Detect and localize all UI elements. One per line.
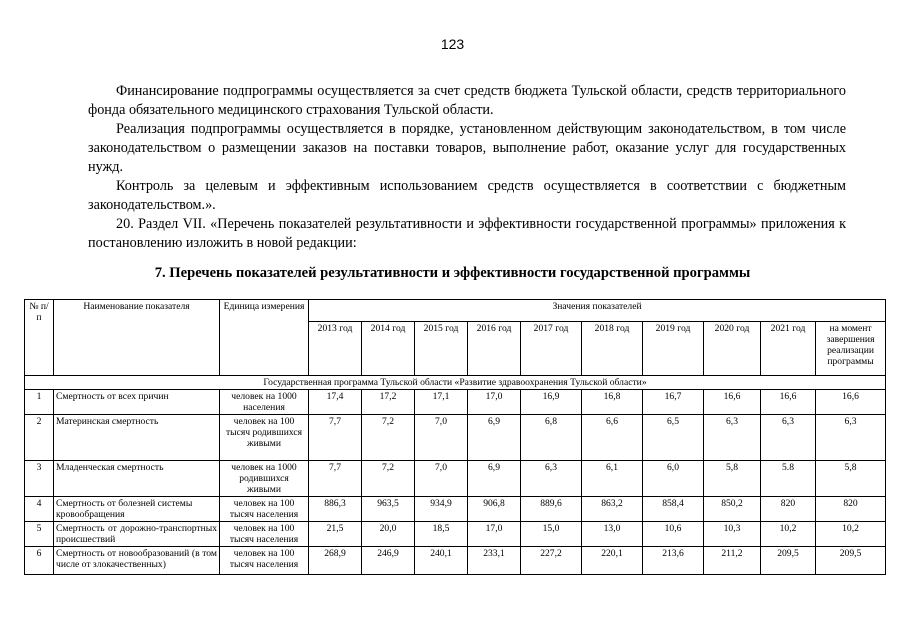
value-cell: 10,6 (643, 522, 704, 547)
body-text (88, 82, 846, 253)
value-cell: 21,5 (309, 522, 362, 547)
value-cell: 233,1 (468, 547, 521, 575)
value-cell: 889,6 (521, 497, 582, 522)
row-num: 3 (25, 461, 54, 497)
value-cell: 934,9 (415, 497, 468, 522)
value-cell: 850,2 (704, 497, 761, 522)
table-row (25, 522, 886, 547)
value-cell: 16,6 (704, 390, 761, 415)
value-cell: 220,1 (582, 547, 643, 575)
value-cell: 17,2 (362, 390, 415, 415)
value-cell: 7,7 (309, 461, 362, 497)
value-cell: 10,2 (761, 522, 816, 547)
value-cell: 17,1 (415, 390, 468, 415)
indicators-table (24, 299, 886, 575)
row-unit: человек на 100 тысяч населения (220, 522, 309, 547)
value-cell: 6,6 (582, 415, 643, 461)
row-unit: человек на 1000 родившихся живыми (220, 461, 309, 497)
value-cell: 6,1 (582, 461, 643, 497)
value-cell: 6,3 (761, 415, 816, 461)
value-cell: 7,0 (415, 461, 468, 497)
value-cell: 5.8 (761, 461, 816, 497)
value-cell: 16,6 (816, 390, 886, 415)
value-cell: 6,9 (468, 461, 521, 497)
row-name: Смертность от всех причин (54, 390, 220, 415)
value-cell: 16,7 (643, 390, 704, 415)
row-num: 2 (25, 415, 54, 461)
year-2021: 2021 год (761, 322, 816, 376)
value-cell: 820 (761, 497, 816, 522)
value-cell: 10,2 (816, 522, 886, 547)
year-2020: 2020 год (704, 322, 761, 376)
value-cell: 16,6 (761, 390, 816, 415)
row-name: Младенческая смертность (54, 461, 220, 497)
value-cell: 17,4 (309, 390, 362, 415)
year-2014: 2014 год (362, 322, 415, 376)
value-cell: 863,2 (582, 497, 643, 522)
section-title: 7. Перечень показателей результативности и эффективности государственной программы (154, 265, 751, 281)
table-row (25, 497, 886, 522)
row-num: 6 (25, 547, 54, 575)
value-cell: 209,5 (816, 547, 886, 575)
value-cell: 17,0 (468, 390, 521, 415)
value-cell: 820 (816, 497, 886, 522)
year-2015: 2015 год (415, 322, 468, 376)
value-cell: 906,8 (468, 497, 521, 522)
row-name: Смертность от дорожно-транспортных происшествий (54, 522, 220, 547)
value-cell: 6,9 (468, 415, 521, 461)
table-header-row (25, 300, 886, 322)
table-row (25, 415, 886, 461)
row-unit: человек на 1000 населения (220, 390, 309, 415)
value-cell: 886,3 (309, 497, 362, 522)
value-cell: 211,2 (704, 547, 761, 575)
value-cell: 858,4 (643, 497, 704, 522)
table-row (25, 390, 886, 415)
header-name: Наименование показателя (54, 300, 220, 376)
value-cell: 6,5 (643, 415, 704, 461)
value-cell: 209,5 (761, 547, 816, 575)
year-completion: на момент завершения реализации программы (816, 322, 886, 376)
value-cell: 227,2 (521, 547, 582, 575)
row-unit: человек на 100 тысяч населения (220, 547, 309, 575)
program-title-row (25, 376, 886, 390)
value-cell: 20,0 (362, 522, 415, 547)
value-cell: 6,8 (521, 415, 582, 461)
paragraph-financing: Финансирование подпрограммы осуществляется за счет средств бюджета Тульской области, средств территориального фонда обязательного медицинского страхования Тульской области. (88, 83, 846, 118)
row-name: Материнская смертность (54, 415, 220, 461)
table-row (25, 461, 886, 497)
row-num: 4 (25, 497, 54, 522)
value-cell: 7,2 (362, 415, 415, 461)
page-number: 123 (440, 36, 465, 52)
year-2019: 2019 год (643, 322, 704, 376)
year-2017: 2017 год (521, 322, 582, 376)
value-cell: 17,0 (468, 522, 521, 547)
value-cell: 7,0 (415, 415, 468, 461)
value-cell: 6,3 (704, 415, 761, 461)
value-cell: 6,3 (816, 415, 886, 461)
year-2013: 2013 год (309, 322, 362, 376)
value-cell: 7,7 (309, 415, 362, 461)
row-unit: человек на 100 тысяч родившихся живыми (220, 415, 309, 461)
value-cell: 5,8 (704, 461, 761, 497)
value-cell: 10,3 (704, 522, 761, 547)
paragraph-implementation: Реализация подпрограммы осуществляется в порядке, установленном действующим законодательством, в том числе законодательством о размещении заказов на поставки товаров, выполнение работ, оказание услуг для государственных нужд. (88, 121, 846, 175)
value-cell: 16,8 (582, 390, 643, 415)
header-unit: Единица измерения (220, 300, 309, 376)
value-cell: 7,2 (362, 461, 415, 497)
row-unit: человек на 100 тысяч населения (220, 497, 309, 522)
row-name: Смертность от новообразований (в том числе от злокачественных) (54, 547, 220, 575)
header-values: Значения показателей (309, 300, 886, 322)
value-cell: 5,8 (816, 461, 886, 497)
paragraph-control: Контроль за целевым и эффективным использованием средств осуществляется в соответствии с бюджетным законодательством.». (88, 178, 846, 213)
program-title: Государственная программа Тульской области «Развитие здравоохранения Тульской области» (25, 376, 886, 390)
value-cell: 268,9 (309, 547, 362, 575)
row-num: 5 (25, 522, 54, 547)
row-name: Смертность от болезней системы кровообращения (54, 497, 220, 522)
paragraph-amendment: 20. Раздел VII. «Перечень показателей результативности и эффективности государственной программы» приложения к постановлению изложить в новой редакции: (88, 216, 846, 251)
year-2016: 2016 год (468, 322, 521, 376)
value-cell: 6,3 (521, 461, 582, 497)
value-cell: 240,1 (415, 547, 468, 575)
value-cell: 963,5 (362, 497, 415, 522)
row-num: 1 (25, 390, 54, 415)
year-2018: 2018 год (582, 322, 643, 376)
value-cell: 6,0 (643, 461, 704, 497)
table-row (25, 547, 886, 575)
value-cell: 213,6 (643, 547, 704, 575)
value-cell: 15,0 (521, 522, 582, 547)
header-num: № п/п (25, 300, 54, 376)
value-cell: 18,5 (415, 522, 468, 547)
value-cell: 13,0 (582, 522, 643, 547)
value-cell: 16,9 (521, 390, 582, 415)
value-cell: 246,9 (362, 547, 415, 575)
